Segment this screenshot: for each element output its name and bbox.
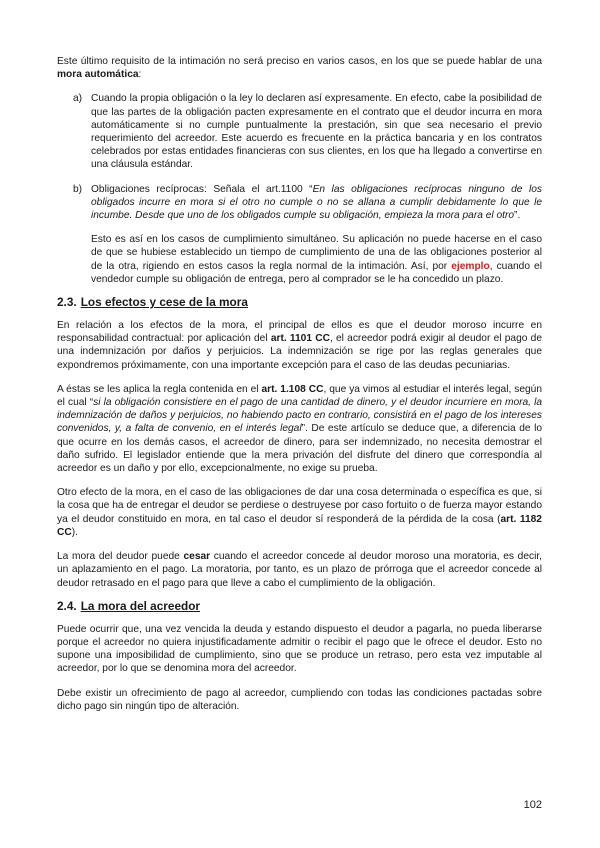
list-b-p2-text-end: , cuando el vendedor cumple su obligación de entrega, pero al comprador se le ha concedido un plazo. <box>91 260 542 285</box>
section-heading-2-4 <box>57 599 542 614</box>
list-item-a <box>57 92 542 171</box>
s23-p2-quote: si la obligación consistiere en el pago de una cantidad de dinero, y el deudor incurriere en mora, la indemnización de daños y perjuicios, no habiendo pacto en contrario, consistirá en el pago de los intereses convenidos, y, a falta de convenio, en el interés legal <box>57 397 542 435</box>
s23-p4-text-end: cuando el acreedor concede al deudor moroso una moratoria, es decir, un aplazamiento en el pago. La moratoria, por tanto, es un plazo de prórroga que el acreedor concede al deudor retrasado en el pago para que lleve a cabo el cumplimiento de la obligación. <box>57 551 543 589</box>
page-number: 102 <box>523 799 542 811</box>
list-item-b-continuation <box>57 233 542 286</box>
section-title: Los efectos y cese de la mora <box>80 295 248 310</box>
section-number: 2.3. <box>57 295 77 310</box>
section-2-3-paragraph-3 <box>57 486 542 539</box>
section-2-3-paragraph-2 <box>57 383 542 475</box>
list-item-a-text: Cuando la propia obligación o la ley lo declaren así expresamente. En efecto, cabe la posibilidad de que las partes de la obligación pacten expresamente en el contrato que el deudor incurra en mora automáticamente si no cumple puntualmente la prestación, sin que sea necesario el previo requerimiento del acreedor. Este acuerdo es frecuente en la práctica bancaria y en los contratos celebrados por estas entidades financieras con sus clientes, en los que ha llegado a convertirse en una cláusula estándar. <box>91 93 542 171</box>
section-2-4-paragraph-2: Debe existir un ofrecimiento de pago al acreedor, cumpliendo con todas las condiciones pactadas sobre dicho pago sin ningún tipo de alteración. <box>57 687 542 712</box>
section-heading-2-3 <box>57 295 542 310</box>
intro-text-end: : <box>138 69 142 81</box>
section-2-3-paragraph-1 <box>57 319 542 372</box>
s23-p3-text-end: ). <box>71 526 78 538</box>
list-item-b <box>57 183 542 223</box>
s23-p2-text-end: ”. De este artículo se deduce que, a diferencia de lo que ocurre en los demás casos, el acreedor de dinero, para ser indemnizado, no necesita demostrar el daño sufrido. El legislador entiende que la mera privación del disfrute del dinero que correspondía al acreedor es un daño y por ello, excepcionalmente, no exige su prueba. <box>57 423 542 475</box>
s23-p2-text: A éstas se les aplica la regla contenida en el <box>57 383 262 395</box>
intro-paragraph <box>57 55 542 81</box>
article-reference: art. 1182 CC <box>57 513 542 538</box>
section-2-4-paragraph-1: Puede ocurrir que, una vez vencida la deuda y estando dispuesto el deudor a pagarla, no pueda liberarse porque el acreedor no quiera injustificadamente admitir o recibir el pago que le ofrece el deudor. Esto no supone una imposibilidad de cumplimiento, sino que se produce un retraso, pero esta vez imputable al acreedor, por lo que se denomina mora del acreedor. <box>57 623 542 675</box>
document-page <box>57 55 542 713</box>
s23-p2-text-mid: , que ya vimos al estudiar el interés legal, según el cual “ <box>57 383 542 409</box>
s23-p4-text: La mora del deudor puede <box>57 551 184 563</box>
article-reference: art. 1.108 CC <box>261 383 324 395</box>
list-b-text-end: ”. <box>514 210 521 222</box>
intro-text: Este último requisito de la intimación no será preciso en varios casos, en los que se puede hablar de una <box>57 56 542 67</box>
intro-bold-term: mora automática <box>57 69 139 81</box>
list-marker-b: b) <box>73 183 83 195</box>
s23-p3-text: Otro efecto de la mora, en el caso de las obligaciones de dar una cosa determinada o específica es que, si la cosa que ha de entregar el deudor se perdiese o destruyese por caso fortuito o de fuerza mayor estando ya el deudor constituido en mora, en tal caso el deudor sí responderá de la pérdida de la cosa ( <box>57 487 542 525</box>
section-2-3-paragraph-4 <box>57 550 542 590</box>
list-b-text-start: Obligaciones recíprocas: Señala el art.1100 “ <box>91 183 313 195</box>
section-number: 2.4. <box>57 598 77 613</box>
list-marker-a: a) <box>73 93 83 105</box>
s23-p1-text-end: , el acreedor podrá exigir al deudor el pago de una indemnización por daños y perjuicios. La indemnización se rige por las reglas generales que expondremos próximamente, con una importante excepción para el caso de las deudas pecuniarias. <box>57 333 542 371</box>
example-highlight: ejemplo <box>451 260 490 272</box>
list-item-b-text <box>91 183 542 223</box>
s23-p1-text: En relación a los efectos de la mora, el principal de ellos es que el deudor moroso incurre en responsabilidad contractual: por aplicación del <box>57 320 542 345</box>
article-reference: art. 1101 CC <box>270 333 330 345</box>
list-b-quote: En las obligaciones recíprocas ninguno de los obligados incurre en mora si el otro no cumple o no se allana a cumplir debidamente lo que le incumbe. Desde que uno de los obligados cumple su obligación, empieza la mora para el otro <box>91 183 543 222</box>
section-title: La mora del acreedor <box>80 598 201 613</box>
list-b-paragraph-2 <box>91 233 542 286</box>
list-b-p2-text: Esto es así en los casos de cumplimiento simultáneo. Su aplicación no puede hacerse en el caso de que se hubiese establecido un tiempo de cumplimiento de una de las obligaciones posterior al de la otra, rigiendo en estos casos la regla normal de la intimación. Así, por <box>91 234 542 272</box>
bold-term: cesar <box>183 551 211 563</box>
